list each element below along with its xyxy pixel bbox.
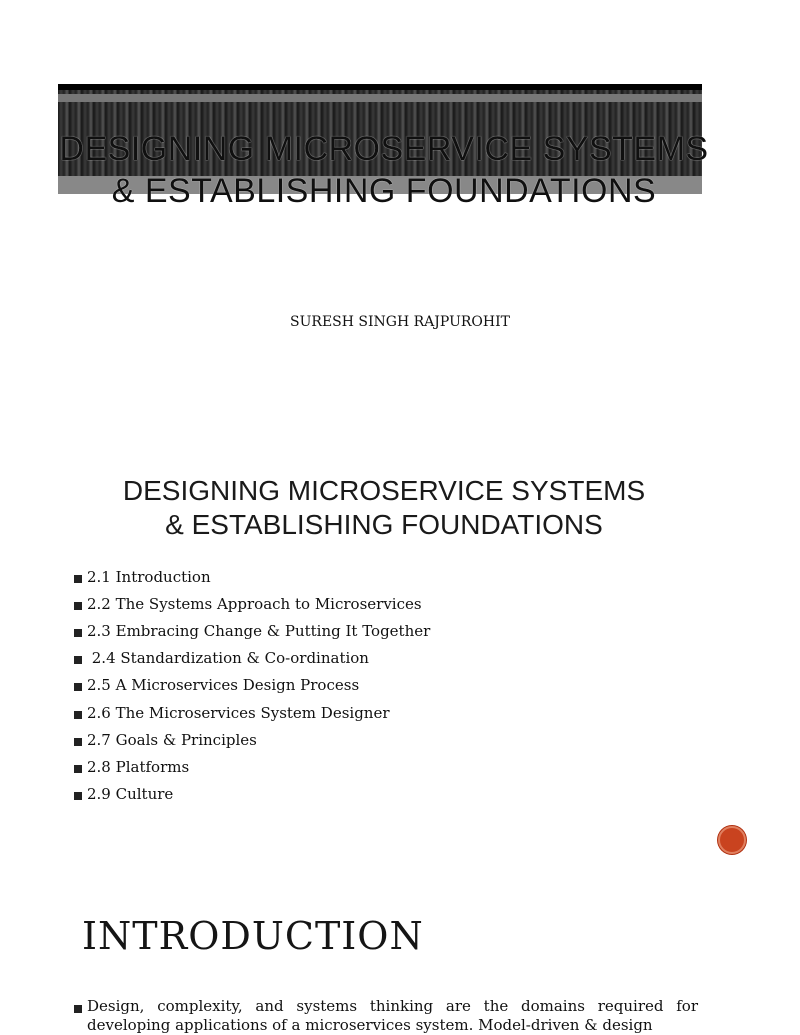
list-item-label: 2.2 The Systems Approach to Microservices: [87, 594, 422, 613]
table-of-contents: [74, 563, 430, 808]
square-bullet-icon: [74, 683, 82, 691]
list-item-label: 2.1 Introduction: [87, 567, 211, 586]
slide1-title: DESIGNING MICROSERVICE SYSTEMS & ESTABLISHING FOUNDATIONS: [59, 130, 709, 210]
author-name: SURESH SINGH RAJPUROHIT: [290, 314, 510, 330]
list-item: [74, 617, 430, 644]
intro-paragraph-text: Design, complexity, and systems thinking are the domains required for developing applications of a microservices system. Model-driven & design: [87, 997, 698, 1034]
square-bullet-icon: [74, 575, 82, 583]
slide2-title: DESIGNING MICROSERVICE SYSTEMS & ESTABLISHING FOUNDATIONS: [122, 475, 646, 540]
square-bullet-icon: [74, 738, 82, 746]
list-item: [74, 645, 430, 672]
square-bullet-icon: [74, 711, 82, 719]
list-item-label: 2.3 Embracing Change & Putting It Together: [87, 621, 431, 640]
list-item: [74, 699, 430, 726]
list-item: [74, 672, 430, 699]
square-bullet-icon: [74, 765, 82, 773]
slide3-title: INTRODUCTION: [82, 914, 424, 958]
list-item: [74, 726, 430, 753]
list-item-label: 2.8 Platforms: [87, 757, 190, 776]
square-bullet-icon: [74, 1005, 82, 1013]
list-item-label: 2.7 Goals & Principles: [87, 730, 257, 749]
list-item-label: 2.5 A Microservices Design Process: [87, 676, 360, 695]
intro-paragraph: [74, 997, 698, 1035]
slide-decoration-dot: [718, 826, 746, 854]
list-item: [74, 590, 430, 617]
square-bullet-icon: [74, 656, 82, 664]
square-bullet-icon: [74, 792, 82, 800]
list-item-label: 2.4 Standardization & Co-ordination: [87, 649, 369, 668]
list-item: [74, 563, 430, 590]
list-item: [74, 781, 430, 808]
square-bullet-icon: [74, 629, 82, 637]
list-item-label: 2.9 Culture: [87, 785, 174, 804]
square-bullet-icon: [74, 602, 82, 610]
list-item-label: 2.6 The Microservices System Designer: [87, 703, 390, 722]
list-item: [74, 753, 430, 780]
